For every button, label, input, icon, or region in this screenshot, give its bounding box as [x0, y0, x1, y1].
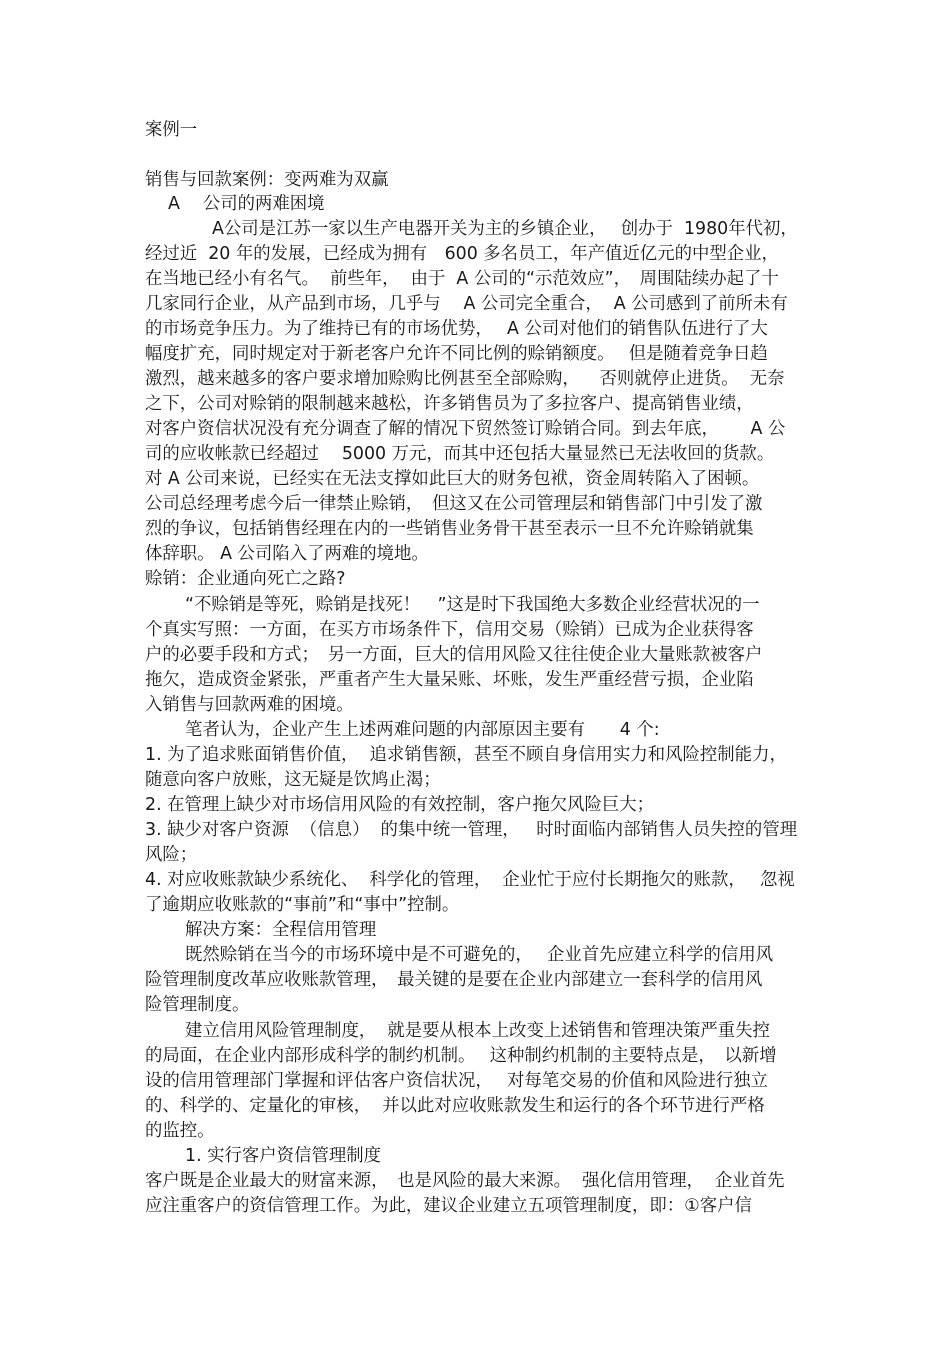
paragraph-line: 既然赊销在当今的市场环境中是不可避免的， 企业首先应建立科学的信用风	[185, 945, 774, 965]
section-heading: 赊销：企业通向死亡之路?	[145, 569, 346, 589]
subsection-heading: 1. 实行客户资信管理制度	[185, 1146, 382, 1166]
paragraph-line: 烈的争议，包括销售经理在内的一些销售业务骨干甚至表示一旦不允许赊销就集	[145, 519, 754, 539]
paragraph-line: 应注重客户的资信管理工作。为此，建议企业建立五项管理制度，即：①客户信	[145, 1196, 752, 1216]
list-item-continuation: 了逾期应收账款的“事前”和“事中”控制。	[145, 895, 460, 915]
subsection-heading: A 公司的两难困境	[168, 194, 325, 214]
list-item-continuation: 随意向客户放账，这无疑是饮鸠止渴；	[145, 770, 441, 790]
document-title: 案例一	[145, 120, 198, 140]
paragraph-line: 激烈，越来越多的客户要求增加赊购比例甚至全部赊购， 否则就停止进货。 无奈	[145, 369, 785, 389]
list-item: 1. 为了追求账面销售价值， 追求销售额，甚至不顾自身信用实力和风险控制能力，	[145, 745, 787, 765]
paragraph-line: 个真实写照：一方面，在买方市场条件下，信用交易（赊销）已成为企业获得客	[145, 620, 754, 640]
paragraph-line: 对客户资信状况没有充分调查了解的情况下贸然签订赊销合同。到去年底， A 公	[145, 419, 786, 439]
paragraph-line: 的、科学的、定量化的审核， 并以此对应收账款发生和运行的各个环节进行严格	[145, 1096, 765, 1116]
list-item-continuation: 风险；	[145, 845, 198, 865]
list-item: 4. 对应收账款缺少系统化、 科学化的管理， 企业忙于应付长期拖欠的账款， 忽视	[145, 870, 795, 890]
paragraph-line: 体辞职。 A 公司陷入了两难的境地。	[145, 544, 429, 564]
paragraph-line: 几家同行企业，从产品到市场，几乎与 A 公司完全重合， A 公司感到了前所未有	[145, 294, 788, 314]
section-heading: 销售与回款案例：变两难为双赢	[145, 170, 389, 190]
paragraph-line: A公司是江苏一家以生产电器开关为主的乡镇企业， 创办于 1980年代初，	[212, 219, 798, 239]
paragraph-line: 险管理制度。	[145, 995, 250, 1015]
paragraph-line: 的监控。	[145, 1121, 215, 1141]
paragraph-line: 对 A 公司来说，已经实在无法支撑如此巨大的财务包袱，资金周转陷入了困顿。	[145, 469, 760, 489]
paragraph-line: 之下，公司对赊销的限制越来越松，许多销售员为了多拉客户、提高销售业绩，	[145, 394, 754, 414]
paragraph-line: 拖欠，造成资金紧张，严重者产生大量呆账、坏账，发生严重经营亏损，企业陷	[145, 670, 754, 690]
paragraph-line: 笔者认为，企业产生上述两难问题的内部原因主要有 4 个:	[185, 720, 660, 740]
paragraph-line: “不赊销是等死，赊销是找死！ ”这是时下我国绝大多数企业经营状况的一	[185, 595, 760, 615]
paragraph-line: 幅度扩充，同时规定对于新老客户允许不同比例的赊销额度。 但是随着竞争日趋	[145, 344, 768, 364]
paragraph-line: 经过近 20 年的发展，已经成为拥有 600 多名员工，年产值近亿元的中型企业，	[145, 244, 779, 264]
paragraph-line: 设的信用管理部门掌握和评估客户资信状况， 对每笔交易的价值和风险进行独立	[145, 1071, 768, 1091]
paragraph-line: 在当地已经小有名气。 前些年， 由于 A 公司的“示范效应”， 周围陆续办起了十	[145, 269, 779, 289]
paragraph-line: 的局面，在企业内部形成科学的制约机制。 这种制约机制的主要特点是， 以新增	[145, 1046, 777, 1066]
paragraph-line: 公司总经理考虑今后一律禁止赊销， 但这又在公司管理层和销售部门中引发了激	[145, 494, 763, 514]
paragraph-line: 入销售与回款两难的困境。	[145, 695, 354, 715]
paragraph-line: 户的必要手段和方式； 另一方面，巨大的信用风险又往往使企业大量账款被客户	[145, 645, 763, 665]
paragraph-line: 司的应收帐款已经超过 5000 万元，而其中还包括大量显然已无法收回的货款。	[145, 444, 775, 464]
paragraph-line: 建立信用风险管理制度， 就是要从根本上改变上述销售和管理决策严重失控	[185, 1021, 770, 1041]
paragraph-line: 的市场竞争压力。为了维持已有的市场优势， A 公司对他们的销售队伍进行了大	[145, 319, 768, 339]
list-item: 3. 缺少对客户资源 （信息） 的集中统一管理， 时时面临内部销售人员失控的管理	[145, 820, 798, 840]
paragraph-line: 险管理制度改革应收账款管理， 最关键的是要在企业内部建立一套科学的信用风	[145, 970, 763, 990]
list-item: 2. 在管理上缺少对市场信用风险的有效控制，客户拖欠风险巨大；	[145, 795, 655, 815]
section-heading: 解决方案：全程信用管理	[185, 920, 377, 940]
paragraph-line: 客户既是企业最大的财富来源， 也是风险的最大来源。 强化信用管理， 企业首先	[145, 1171, 785, 1191]
